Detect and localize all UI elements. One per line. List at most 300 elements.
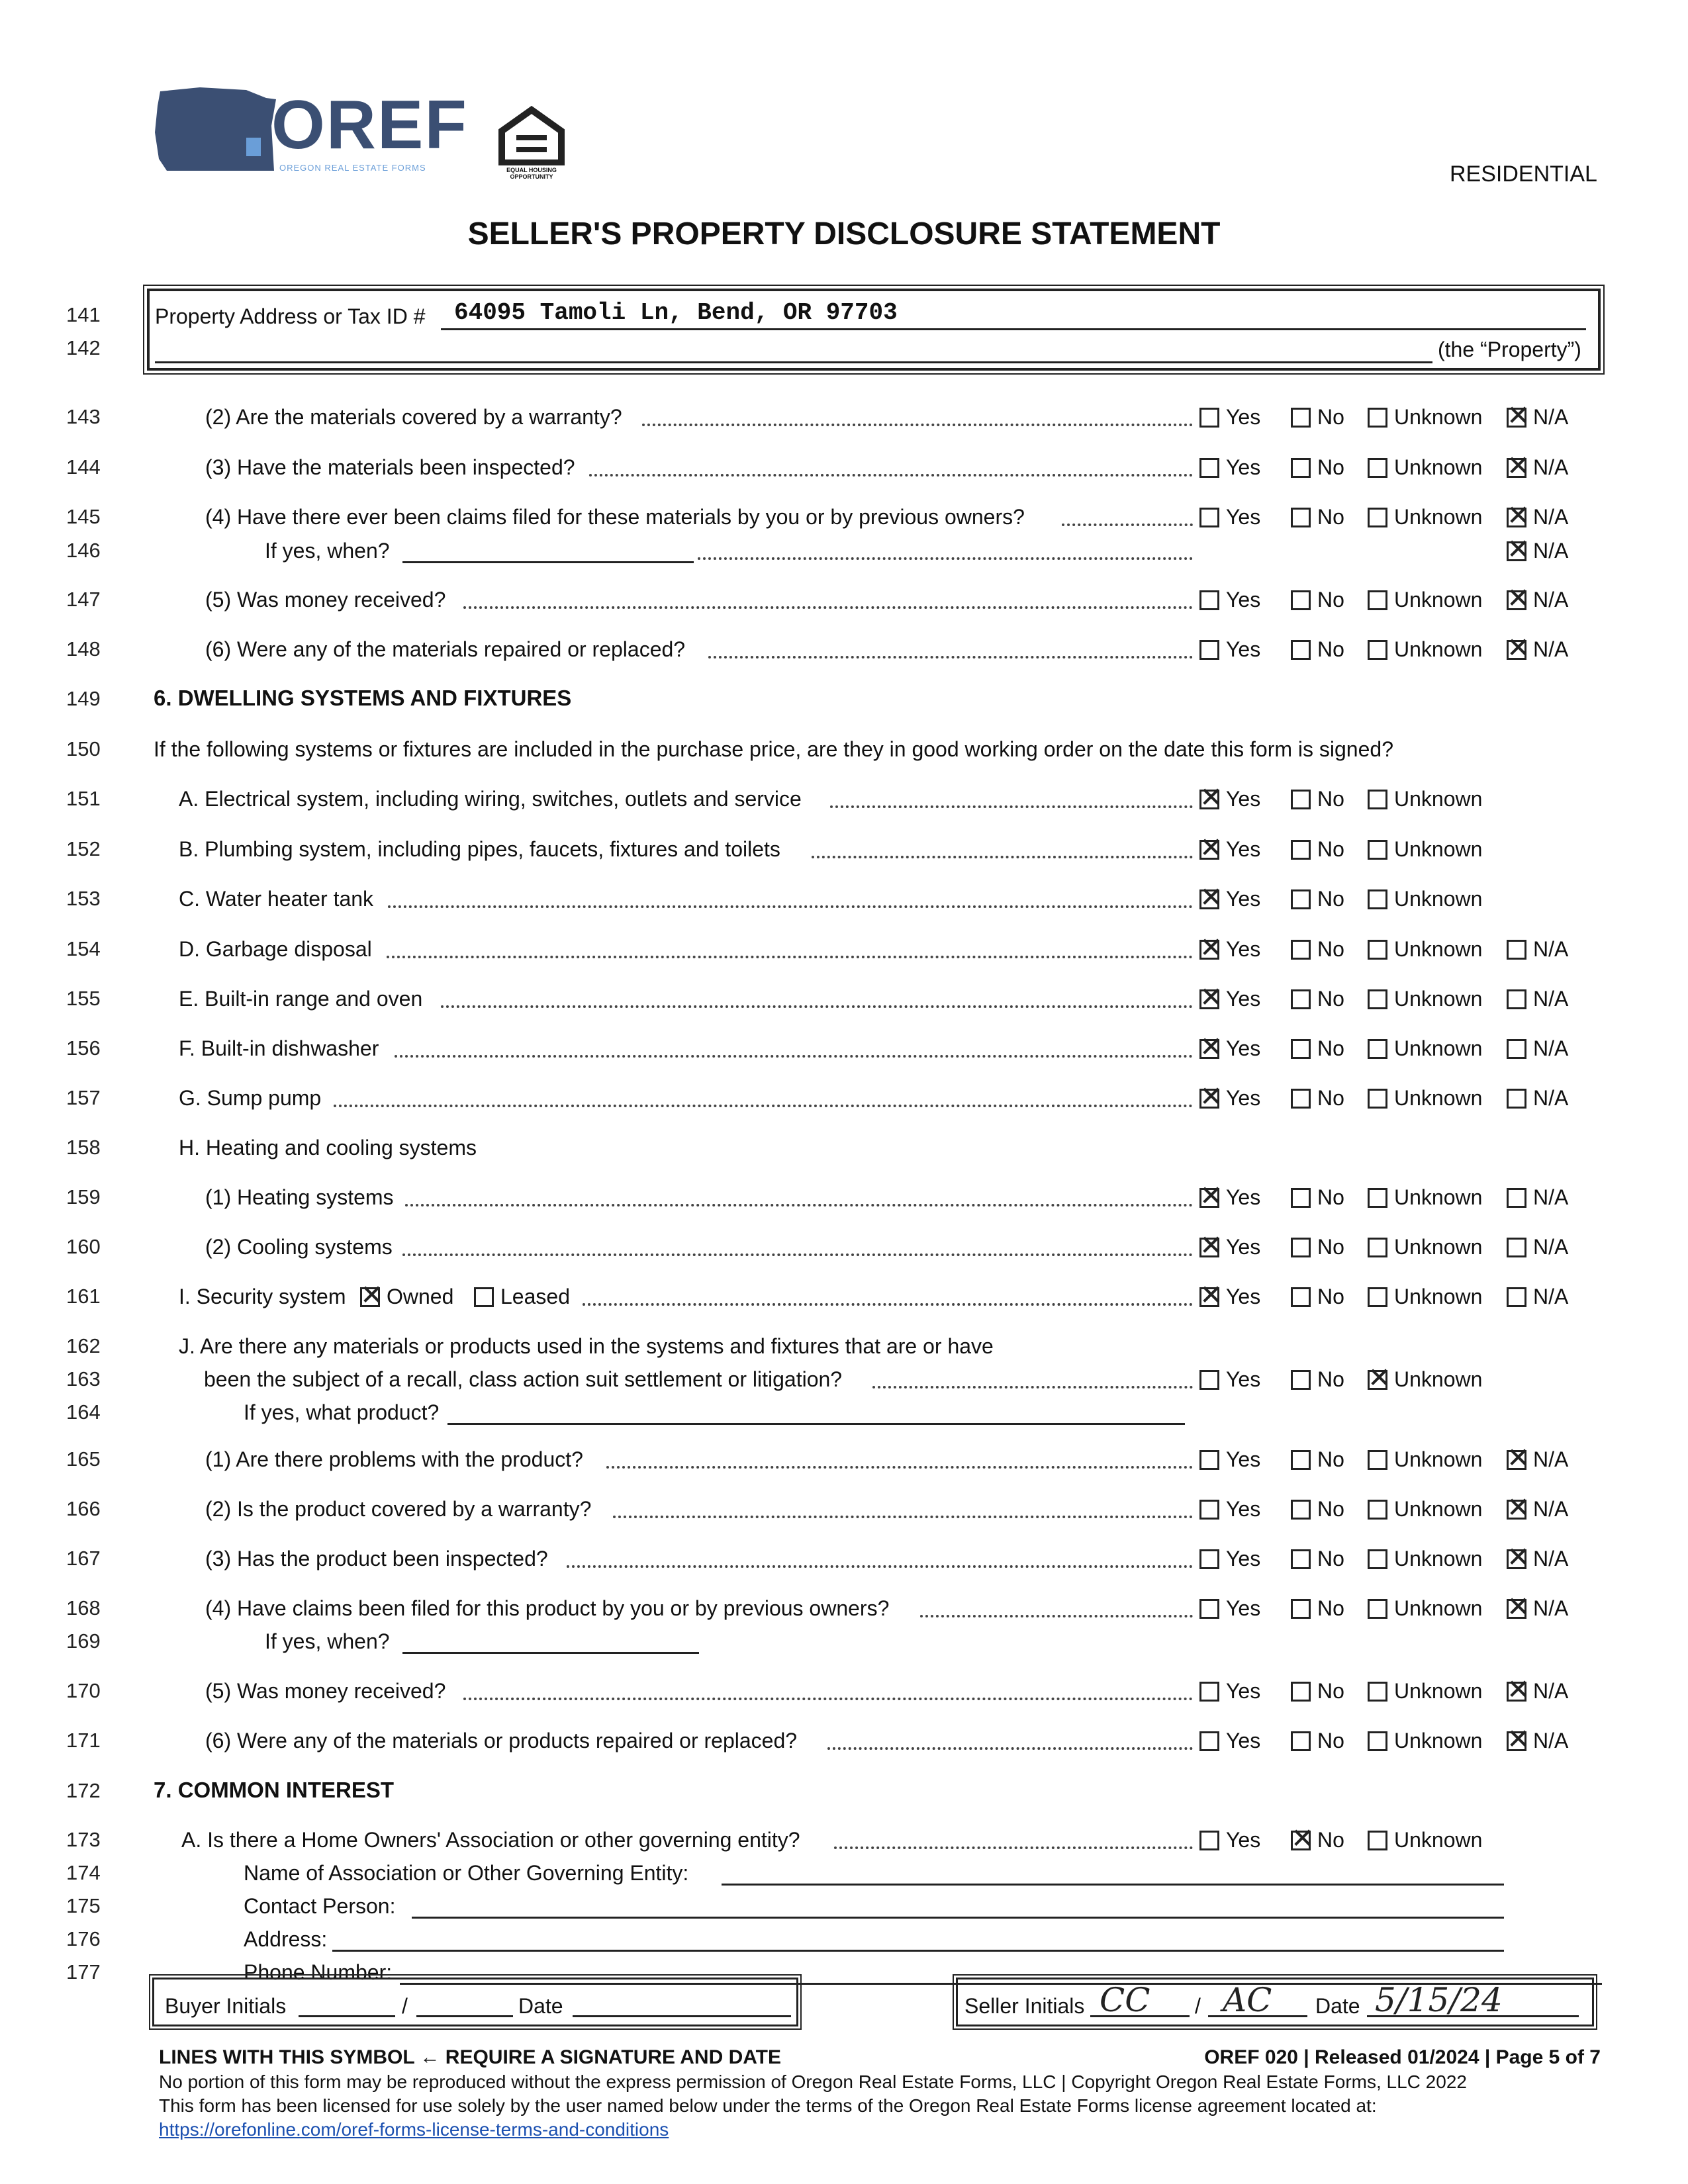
- yes-checkbox[interactable]: [1199, 840, 1219, 860]
- na-option[interactable]: [1507, 637, 1568, 662]
- na-checkbox[interactable]: [1507, 1682, 1526, 1702]
- no-option[interactable]: [1291, 455, 1344, 480]
- unknown-option[interactable]: [1368, 887, 1482, 911]
- yes-checkbox[interactable]: [1199, 1682, 1219, 1702]
- yes-label: Yes: [1226, 1828, 1261, 1852]
- yes-option[interactable]: [1199, 887, 1260, 911]
- yes-checkbox[interactable]: [1199, 1188, 1219, 1208]
- yes-option[interactable]: [1199, 455, 1260, 480]
- address-line-number-142: 142: [66, 336, 101, 359]
- leader-dots: [642, 424, 1193, 426]
- unknown-option[interactable]: [1368, 455, 1482, 480]
- line-number: 146: [66, 539, 101, 562]
- no-checkbox[interactable]: [1291, 989, 1311, 1009]
- na-option[interactable]: [1507, 1185, 1568, 1210]
- unknown-checkbox[interactable]: [1368, 1549, 1387, 1569]
- question-text: been the subject of a recall, class action suit settlement or litigation?: [204, 1367, 843, 1391]
- unknown-option[interactable]: [1368, 1235, 1482, 1259]
- unknown-checkbox[interactable]: [1368, 1682, 1387, 1702]
- fill-in-field[interactable]: [722, 1884, 1504, 1886]
- na-label: N/A: [1533, 539, 1569, 563]
- unknown-checkbox[interactable]: [1368, 790, 1387, 809]
- form-text: Address:: [244, 1927, 328, 1951]
- na-option[interactable]: [1507, 1547, 1568, 1571]
- buyer-date-field[interactable]: [573, 2015, 791, 2017]
- unknown-option[interactable]: [1368, 787, 1482, 811]
- unknown-label: Unknown: [1394, 1036, 1483, 1060]
- no-label: No: [1317, 1679, 1344, 1703]
- na-option[interactable]: [1507, 455, 1568, 480]
- yes-option[interactable]: [1199, 1596, 1260, 1621]
- no-option[interactable]: [1291, 1497, 1344, 1522]
- na-checkbox[interactable]: [1507, 1731, 1526, 1751]
- seller-initial-2[interactable]: AC: [1223, 1981, 1272, 2019]
- na-label: N/A: [1533, 505, 1569, 529]
- no-checkbox[interactable]: [1291, 1370, 1311, 1390]
- unknown-label: Unknown: [1394, 505, 1483, 529]
- no-checkbox[interactable]: [1291, 1287, 1311, 1307]
- yes-checkbox[interactable]: [1199, 1039, 1219, 1059]
- yes-label: Yes: [1226, 588, 1261, 612]
- na-checkbox[interactable]: [1507, 458, 1526, 478]
- line-number: 159: [66, 1185, 101, 1208]
- na-option[interactable]: [1507, 1596, 1568, 1621]
- security-leased-option[interactable]: [474, 1285, 570, 1309]
- na-checkbox[interactable]: [1507, 590, 1526, 610]
- unknown-option[interactable]: [1368, 1447, 1482, 1472]
- na-checkbox[interactable]: [1507, 408, 1526, 428]
- yes-option[interactable]: [1199, 1729, 1260, 1753]
- no-label: No: [1317, 1285, 1344, 1308]
- no-option[interactable]: [1291, 787, 1344, 811]
- yes-option[interactable]: [1199, 1036, 1260, 1061]
- address-label: Property Address or Tax ID #: [155, 304, 426, 328]
- no-checkbox[interactable]: [1291, 1089, 1311, 1109]
- no-option[interactable]: [1291, 937, 1344, 962]
- buyer-initial-2-field[interactable]: [416, 2015, 513, 2017]
- yes-option[interactable]: [1199, 1679, 1260, 1704]
- yes-checkbox[interactable]: [1199, 1599, 1219, 1619]
- unknown-checkbox[interactable]: [1368, 1450, 1387, 1470]
- yes-label: Yes: [1226, 1729, 1261, 1752]
- yes-label: Yes: [1226, 1367, 1261, 1391]
- yes-option[interactable]: [1199, 937, 1260, 962]
- unknown-label: Unknown: [1394, 1729, 1483, 1752]
- line-number: 171: [66, 1729, 101, 1752]
- footer-license: This form has been licensed for use solely by the user named below under the terms of the Oregon Real Estate Forms license agreement located at:: [159, 2095, 1377, 2116]
- unknown-option[interactable]: [1368, 837, 1482, 862]
- line-number: 151: [66, 787, 101, 810]
- yes-label: Yes: [1226, 1235, 1261, 1259]
- no-checkbox[interactable]: [1291, 840, 1311, 860]
- footer-symbol-note: LINES WITH THIS SYMBOL ← REQUIRE A SIGNATURE AND DATE: [159, 2046, 782, 2068]
- unknown-label: Unknown: [1394, 1828, 1483, 1852]
- na-option[interactable]: [1507, 1497, 1568, 1522]
- unknown-checkbox[interactable]: [1368, 1500, 1387, 1520]
- no-label: No: [1317, 1547, 1344, 1570]
- no-option[interactable]: [1291, 837, 1344, 862]
- line-number: 148: [66, 637, 101, 660]
- question-text: A. Electrical system, including wiring, switches, outlets and service: [179, 787, 802, 811]
- unknown-checkbox[interactable]: [1368, 1287, 1387, 1307]
- no-checkbox[interactable]: [1291, 1500, 1311, 1520]
- leader-dots: [830, 805, 1193, 808]
- slash: /: [402, 1994, 408, 2018]
- no-label: No: [1317, 837, 1344, 861]
- question-text: If yes, when?: [265, 539, 390, 563]
- unknown-label: Unknown: [1394, 1235, 1483, 1259]
- line-number: 169: [66, 1629, 101, 1653]
- unknown-label: Unknown: [1394, 887, 1483, 911]
- na-option[interactable]: [1507, 1235, 1568, 1259]
- checkbox[interactable]: [474, 1287, 494, 1307]
- na-checkbox[interactable]: [1507, 1599, 1526, 1619]
- yes-checkbox[interactable]: [1199, 1500, 1219, 1520]
- unknown-checkbox[interactable]: [1368, 1039, 1387, 1059]
- unknown-label: Unknown: [1394, 1086, 1483, 1110]
- no-label: No: [1317, 1367, 1344, 1391]
- na-checkbox[interactable]: [1507, 1287, 1526, 1307]
- yes-option[interactable]: [1199, 1447, 1260, 1472]
- na-checkbox[interactable]: [1507, 1089, 1526, 1109]
- seller-initials-label: Seller Initials: [964, 1994, 1085, 2018]
- yes-option[interactable]: [1199, 1497, 1260, 1522]
- yes-checkbox[interactable]: [1199, 1287, 1219, 1307]
- yes-checkbox[interactable]: [1199, 590, 1219, 610]
- unknown-checkbox[interactable]: [1368, 1370, 1387, 1390]
- no-option[interactable]: [1291, 1679, 1344, 1704]
- yes-checkbox[interactable]: [1199, 889, 1219, 909]
- no-checkbox[interactable]: [1291, 640, 1311, 660]
- na-checkbox[interactable]: [1507, 640, 1526, 660]
- na-option[interactable]: [1507, 937, 1568, 962]
- yes-option[interactable]: [1199, 1235, 1260, 1259]
- no-checkbox[interactable]: [1291, 790, 1311, 809]
- na-option[interactable]: [1507, 405, 1568, 430]
- no-checkbox[interactable]: [1291, 590, 1311, 610]
- unknown-checkbox[interactable]: [1368, 889, 1387, 909]
- na-checkbox[interactable]: [1507, 541, 1526, 561]
- no-checkbox[interactable]: [1291, 1188, 1311, 1208]
- buyer-initials-box: [152, 1978, 798, 2026]
- na-option[interactable]: [1507, 588, 1568, 612]
- footer-link[interactable]: https://orefonline.com/oref-forms-license-terms-and-conditions: [159, 2119, 669, 2140]
- question-text: (1) Heating systems: [205, 1185, 394, 1209]
- question-text: (4) Have there ever been claims filed for these materials by you or by previous owners?: [205, 505, 1025, 529]
- slash: /: [1195, 1994, 1201, 2018]
- line-number: 174: [66, 1861, 101, 1884]
- fill-in-field[interactable]: [447, 1423, 1185, 1425]
- unknown-checkbox[interactable]: [1368, 1831, 1387, 1850]
- leader-dots: [698, 557, 1193, 560]
- address-box: [147, 289, 1601, 371]
- yes-option[interactable]: [1199, 1285, 1260, 1309]
- unknown-checkbox[interactable]: [1368, 1188, 1387, 1208]
- na-label: N/A: [1533, 455, 1569, 479]
- yes-checkbox[interactable]: [1199, 1831, 1219, 1850]
- na-checkbox[interactable]: [1507, 1450, 1526, 1470]
- unknown-checkbox[interactable]: [1368, 840, 1387, 860]
- yes-checkbox[interactable]: [1199, 1549, 1219, 1569]
- leader-dots: [395, 1055, 1193, 1058]
- no-checkbox[interactable]: [1291, 1682, 1311, 1702]
- question-text: (2) Is the product covered by a warranty?: [205, 1497, 592, 1521]
- unknown-option[interactable]: [1368, 1086, 1482, 1111]
- no-checkbox[interactable]: [1291, 1238, 1311, 1257]
- line-number: 152: [66, 837, 101, 860]
- seller-initial-1[interactable]: CC: [1100, 1981, 1150, 2019]
- logo-text: OREF: [271, 87, 468, 163]
- yes-checkbox[interactable]: [1199, 940, 1219, 960]
- yes-checkbox[interactable]: [1199, 458, 1219, 478]
- yes-checkbox[interactable]: [1199, 1089, 1219, 1109]
- yes-option[interactable]: [1199, 405, 1260, 430]
- yes-option[interactable]: [1199, 637, 1260, 662]
- address-value[interactable]: 64095 Tamoli Ln, Bend, OR 97703: [454, 299, 898, 326]
- yes-label: Yes: [1226, 887, 1261, 911]
- no-option[interactable]: [1291, 1729, 1344, 1753]
- yes-option[interactable]: [1199, 1086, 1260, 1111]
- line-number: 143: [66, 405, 101, 428]
- unknown-option[interactable]: [1368, 1036, 1482, 1061]
- buyer-initial-1-field[interactable]: [299, 2015, 395, 2017]
- unknown-option[interactable]: [1368, 405, 1482, 430]
- na-label: N/A: [1533, 588, 1569, 612]
- yes-label: Yes: [1226, 1086, 1261, 1110]
- leader-dots: [606, 1466, 1193, 1469]
- leader-dots: [1062, 523, 1193, 526]
- yes-option[interactable]: [1199, 1185, 1260, 1210]
- unknown-label: Unknown: [1394, 787, 1483, 811]
- line-number: 164: [66, 1400, 101, 1424]
- na-option[interactable]: [1507, 1729, 1568, 1753]
- leader-dots: [402, 1253, 1193, 1256]
- unknown-checkbox[interactable]: [1368, 590, 1387, 610]
- na-checkbox[interactable]: [1507, 1549, 1526, 1569]
- question-text: I. Security system: [179, 1285, 346, 1308]
- na-label: N/A: [1533, 987, 1569, 1011]
- question-text: (2) Are the materials covered by a warranty?: [205, 405, 622, 429]
- form-text: Name of Association or Other Governing Entity:: [244, 1861, 689, 1885]
- yes-checkbox[interactable]: [1199, 640, 1219, 660]
- unknown-option[interactable]: [1368, 588, 1482, 612]
- unknown-option[interactable]: [1368, 1497, 1482, 1522]
- unknown-label: Unknown: [1394, 1185, 1483, 1209]
- unknown-option[interactable]: [1368, 937, 1482, 962]
- unknown-option[interactable]: [1368, 1285, 1482, 1309]
- unknown-checkbox[interactable]: [1368, 408, 1387, 428]
- no-checkbox[interactable]: [1291, 1450, 1311, 1470]
- no-option[interactable]: [1291, 505, 1344, 529]
- no-checkbox[interactable]: [1291, 889, 1311, 909]
- na-option[interactable]: [1507, 987, 1568, 1011]
- checkbox[interactable]: [360, 1287, 380, 1307]
- no-checkbox[interactable]: [1291, 508, 1311, 527]
- no-option[interactable]: [1291, 887, 1344, 911]
- na-checkbox[interactable]: [1507, 940, 1526, 960]
- leader-dots: [812, 856, 1193, 858]
- unknown-option[interactable]: [1368, 1185, 1482, 1210]
- fill-in-field[interactable]: [402, 1652, 699, 1654]
- unknown-checkbox[interactable]: [1368, 1089, 1387, 1109]
- line-number: 173: [66, 1828, 101, 1851]
- question-text: B. Plumbing system, including pipes, faucets, fixtures and toilets: [179, 837, 780, 861]
- fill-in-field[interactable]: [332, 1950, 1504, 1952]
- no-label: No: [1317, 637, 1344, 661]
- na-label: N/A: [1533, 1235, 1569, 1259]
- unknown-option[interactable]: [1368, 637, 1482, 662]
- no-label: No: [1317, 1447, 1344, 1471]
- no-label: No: [1317, 1828, 1344, 1852]
- no-option[interactable]: [1291, 1285, 1344, 1309]
- unknown-label: Unknown: [1394, 1679, 1483, 1703]
- yes-checkbox[interactable]: [1199, 408, 1219, 428]
- na-checkbox[interactable]: [1507, 1500, 1526, 1520]
- yes-option[interactable]: [1199, 987, 1260, 1011]
- no-checkbox[interactable]: [1291, 940, 1311, 960]
- no-option[interactable]: [1291, 1596, 1344, 1621]
- yes-option[interactable]: [1199, 1367, 1260, 1392]
- yes-option[interactable]: [1199, 505, 1260, 529]
- unknown-label: Unknown: [1394, 1497, 1483, 1521]
- no-option[interactable]: [1291, 1185, 1344, 1210]
- no-option[interactable]: [1291, 1367, 1344, 1392]
- unknown-label: Unknown: [1394, 837, 1483, 861]
- option-label: Leased: [500, 1285, 570, 1308]
- yes-label: Yes: [1226, 787, 1261, 811]
- unknown-option[interactable]: [1368, 505, 1482, 529]
- unknown-checkbox[interactable]: [1368, 940, 1387, 960]
- no-label: No: [1317, 1185, 1344, 1209]
- yes-checkbox[interactable]: [1199, 1450, 1219, 1470]
- seller-date[interactable]: 5/15/24: [1375, 1981, 1503, 2019]
- no-checkbox[interactable]: [1291, 1831, 1311, 1850]
- na-checkbox[interactable]: [1507, 1238, 1526, 1257]
- yes-label: Yes: [1226, 1185, 1261, 1209]
- yes-checkbox[interactable]: [1199, 989, 1219, 1009]
- na-option[interactable]: [1507, 1447, 1568, 1472]
- na-option[interactable]: [1507, 1086, 1568, 1111]
- no-checkbox[interactable]: [1291, 408, 1311, 428]
- unknown-option[interactable]: [1368, 987, 1482, 1011]
- unknown-option[interactable]: [1368, 1729, 1482, 1753]
- leader-dots: [441, 1005, 1193, 1008]
- question-text: (6) Were any of the materials repaired or replaced?: [205, 637, 686, 661]
- footer-copyright: No portion of this form may be reproduced without the express permission of Oregon Real Estate Forms, LLC | Copyright Oregon Real Estate Forms, LLC 2022: [159, 2071, 1467, 2092]
- address-underline-2: [155, 361, 1432, 363]
- yes-option[interactable]: [1199, 787, 1260, 811]
- yes-option[interactable]: [1199, 1828, 1260, 1852]
- unknown-checkbox[interactable]: [1368, 508, 1387, 527]
- yes-label: Yes: [1226, 1679, 1261, 1703]
- yes-option[interactable]: [1199, 837, 1260, 862]
- line-number: 153: [66, 887, 101, 910]
- no-option[interactable]: [1291, 1547, 1344, 1571]
- no-label: No: [1317, 1086, 1344, 1110]
- na-checkbox[interactable]: [1507, 1039, 1526, 1059]
- line-number: 150: [66, 737, 101, 760]
- no-option[interactable]: [1291, 1447, 1344, 1472]
- na-option[interactable]: [1507, 1036, 1568, 1061]
- leader-dots: [387, 956, 1193, 958]
- unknown-option[interactable]: [1368, 1596, 1482, 1621]
- fill-in-field[interactable]: [402, 561, 694, 563]
- no-label: No: [1317, 405, 1344, 429]
- no-checkbox[interactable]: [1291, 458, 1311, 478]
- form-text: If the following systems or fixtures are included in the purchase price, are they in good working order on the date this form is signed?: [154, 737, 1393, 761]
- unknown-option[interactable]: [1368, 1367, 1482, 1392]
- na-option[interactable]: [1507, 505, 1568, 529]
- question-text: (2) Cooling systems: [205, 1235, 393, 1259]
- line-number: 144: [66, 455, 101, 478]
- unknown-option[interactable]: [1368, 1679, 1482, 1704]
- na-checkbox[interactable]: [1507, 508, 1526, 527]
- no-option[interactable]: [1291, 637, 1344, 662]
- no-option[interactable]: [1291, 1235, 1344, 1259]
- unknown-option[interactable]: [1368, 1828, 1482, 1852]
- no-option[interactable]: [1291, 987, 1344, 1011]
- security-owned-option[interactable]: [360, 1285, 453, 1309]
- leader-dots: [583, 1303, 1193, 1306]
- no-checkbox[interactable]: [1291, 1731, 1311, 1751]
- no-label: No: [1317, 1729, 1344, 1752]
- line-number: 145: [66, 505, 101, 528]
- yes-checkbox[interactable]: [1199, 790, 1219, 809]
- no-option[interactable]: [1291, 1086, 1344, 1111]
- no-label: No: [1317, 1596, 1344, 1620]
- line-number: 156: [66, 1036, 101, 1060]
- no-option[interactable]: [1291, 405, 1344, 430]
- no-option[interactable]: [1291, 588, 1344, 612]
- na-label: N/A: [1533, 1185, 1569, 1209]
- no-option[interactable]: [1291, 1036, 1344, 1061]
- question-text: (3) Have the materials been inspected?: [205, 455, 575, 479]
- yes-label: Yes: [1226, 637, 1261, 661]
- na-checkbox[interactable]: [1507, 989, 1526, 1009]
- yes-label: Yes: [1226, 505, 1261, 529]
- unknown-label: Unknown: [1394, 1596, 1483, 1620]
- form-type: RESIDENTIAL: [1450, 161, 1597, 187]
- na-option[interactable]: [1507, 1679, 1568, 1704]
- question-text: A. Is there a Home Owners' Association or other governing entity?: [181, 1828, 800, 1852]
- logo-subtext: OREGON REAL ESTATE FORMS: [279, 163, 426, 173]
- yes-checkbox[interactable]: [1199, 1238, 1219, 1257]
- fill-in-field[interactable]: [412, 1917, 1504, 1919]
- no-checkbox[interactable]: [1291, 1039, 1311, 1059]
- na-option[interactable]: [1507, 539, 1568, 563]
- unknown-checkbox[interactable]: [1368, 1731, 1387, 1751]
- oref-logo: [154, 86, 468, 179]
- na-option[interactable]: [1507, 1285, 1568, 1309]
- unknown-label: Unknown: [1394, 987, 1483, 1011]
- yes-checkbox[interactable]: [1199, 1731, 1219, 1751]
- unknown-checkbox[interactable]: [1368, 458, 1387, 478]
- yes-checkbox[interactable]: [1199, 1370, 1219, 1390]
- unknown-checkbox[interactable]: [1368, 989, 1387, 1009]
- no-option[interactable]: [1291, 1828, 1344, 1852]
- yes-option[interactable]: [1199, 588, 1260, 612]
- seller-initial-2-line: [1208, 2015, 1307, 2017]
- yes-checkbox[interactable]: [1199, 508, 1219, 527]
- unknown-option[interactable]: [1368, 1547, 1482, 1571]
- no-checkbox[interactable]: [1291, 1599, 1311, 1619]
- unknown-checkbox[interactable]: [1368, 1238, 1387, 1257]
- no-checkbox[interactable]: [1291, 1549, 1311, 1569]
- unknown-checkbox[interactable]: [1368, 640, 1387, 660]
- na-checkbox[interactable]: [1507, 1188, 1526, 1208]
- unknown-checkbox[interactable]: [1368, 1599, 1387, 1619]
- yes-option[interactable]: [1199, 1547, 1260, 1571]
